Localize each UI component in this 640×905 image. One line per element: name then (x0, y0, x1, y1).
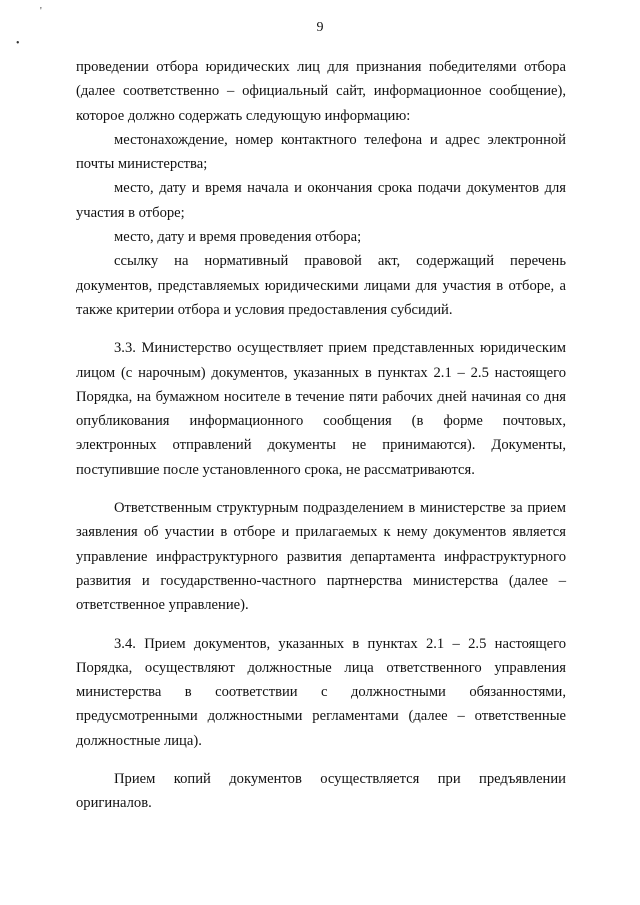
paragraph-section-3-4: 3.4. Прием документов, указанных в пунктах 2.1 – 2.5 настоящего Порядка, осуществляют должностные лица ответственного управления министерства в соответствии с должностными обязанностями, предусмотренными должностными регламентами (далее – ответственные должностные лица). (76, 635, 566, 749)
paragraph-spacer (76, 618, 566, 632)
paragraph-intro: проведении отбора юридических лиц для признания победителями отбора (далее соответственно – официальный сайт, информационное сообщение), которое должно содержать следующую информацию: (76, 59, 566, 124)
document-body (76, 55, 566, 816)
paragraph-normative-act-link: ссылку на нормативный правовой акт, содержащий перечень документов, представляемых юридическими лицами для участия в отборе, а также критерии отбора и условия предоставления субсидий. (76, 253, 566, 318)
scan-mark: ' (40, 6, 42, 17)
paragraph-section-3-3: 3.3. Министерство осуществляет прием представленных юридическим лицом (с нарочным) документов, указанных в пунктах 2.1 – 2.5 настоящего Порядка, на бумажном носителе в течение пяти рабочих дней начиная со дня опубликования информационного сообщения (в форме почтовых, электронных отправлений документы не принимаются). Документы, поступившие после установленного срока, не рассматриваются. (76, 340, 566, 478)
paragraph-spacer (76, 753, 566, 767)
paragraph-spacer (76, 322, 566, 336)
paragraph-copies: Прием копий документов осуществляется при предъявлении оригиналов. (76, 771, 566, 812)
paragraph-location-contacts: местонахождение, номер контактного телефона и адрес электронной почты министерства; (76, 131, 566, 173)
scan-mark: • (16, 38, 20, 49)
paragraph-selection-time: место, дату и время проведения отбора; (114, 229, 362, 246)
paragraph-responsible-unit: Ответственным структурным подразделением в министерстве за прием заявления об участии в отборе и прилагаемых к нему документов является управление инфраструктурного развития департамента инфраструктурного развития и государственно-частного партнерства министерства (далее – ответственное управление). (76, 500, 566, 614)
paragraph-submission-period: место, дату и время начала и окончания срока подачи документов для участия в отборе; (76, 180, 566, 221)
page-number: 9 (316, 20, 324, 35)
paragraph-spacer (76, 482, 566, 496)
